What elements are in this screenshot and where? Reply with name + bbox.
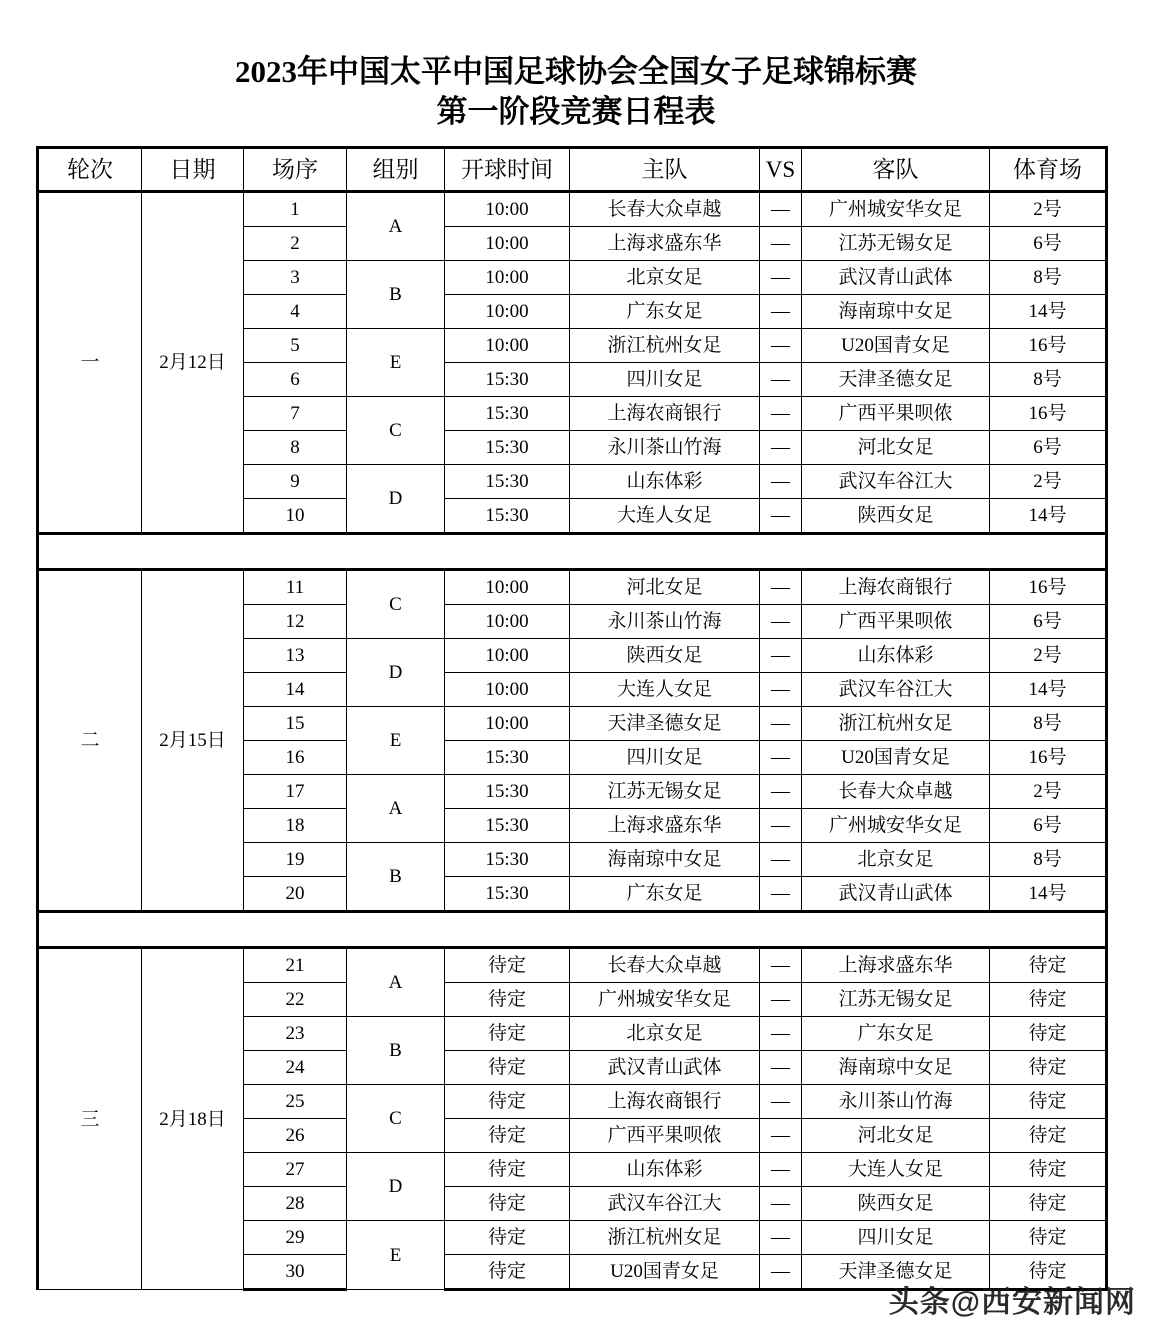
kickoff-cell: 10:00 <box>445 261 570 295</box>
away-team-cell: 武汉青山武体 <box>802 877 990 912</box>
column-header-home: 主队 <box>570 148 760 192</box>
away-team-cell: 天津圣德女足 <box>802 1255 990 1290</box>
home-team-cell: 上海求盛东华 <box>570 809 760 843</box>
vs-cell: — <box>760 1051 802 1085</box>
away-team-cell: 陕西女足 <box>802 1187 990 1221</box>
away-team-cell: 广州城安华女足 <box>802 192 990 227</box>
group-cell: D <box>347 465 445 534</box>
away-team-cell: 北京女足 <box>802 843 990 877</box>
home-team-cell: 长春大众卓越 <box>570 192 760 227</box>
away-team-cell: 山东体彩 <box>802 639 990 673</box>
kickoff-cell: 10:00 <box>445 295 570 329</box>
vs-cell: — <box>760 1119 802 1153</box>
stadium-cell: 14号 <box>990 877 1107 912</box>
stadium-cell: 8号 <box>990 707 1107 741</box>
order-cell: 20 <box>244 877 347 912</box>
home-team-cell: 北京女足 <box>570 1017 760 1051</box>
vs-cell: — <box>760 605 802 639</box>
group-cell: B <box>347 1017 445 1085</box>
table-header-row <box>38 148 1107 192</box>
round-cell: 三 <box>38 948 142 1290</box>
group-cell: C <box>347 570 445 639</box>
home-team-cell: 武汉青山武体 <box>570 1051 760 1085</box>
order-cell: 16 <box>244 741 347 775</box>
order-cell: 18 <box>244 809 347 843</box>
stadium-cell: 6号 <box>990 605 1107 639</box>
home-team-cell: 上海农商银行 <box>570 397 760 431</box>
home-team-cell: 永川茶山竹海 <box>570 605 760 639</box>
kickoff-cell: 10:00 <box>445 227 570 261</box>
kickoff-cell: 待定 <box>445 1119 570 1153</box>
home-team-cell: 山东体彩 <box>570 465 760 499</box>
away-team-cell: 广东女足 <box>802 1017 990 1051</box>
title-line-2: 第一阶段竞赛日程表 <box>436 94 716 129</box>
home-team-cell: 江苏无锡女足 <box>570 775 760 809</box>
kickoff-cell: 15:30 <box>445 363 570 397</box>
kickoff-cell: 待定 <box>445 1085 570 1119</box>
stadium-cell: 待定 <box>990 948 1107 983</box>
stadium-cell: 2号 <box>990 192 1107 227</box>
kickoff-cell: 10:00 <box>445 192 570 227</box>
group-cell: A <box>347 948 445 1017</box>
vs-cell: — <box>760 465 802 499</box>
group-cell: C <box>347 1085 445 1153</box>
vs-cell: — <box>760 673 802 707</box>
home-team-cell: 四川女足 <box>570 741 760 775</box>
home-team-cell: 广东女足 <box>570 877 760 912</box>
kickoff-cell: 15:30 <box>445 741 570 775</box>
group-cell: D <box>347 1153 445 1221</box>
round-separator-row <box>38 534 1107 570</box>
order-cell: 3 <box>244 261 347 295</box>
vs-cell: — <box>760 877 802 912</box>
order-cell: 12 <box>244 605 347 639</box>
home-team-cell: 天津圣德女足 <box>570 707 760 741</box>
stadium-cell: 待定 <box>990 1153 1107 1187</box>
away-team-cell: 广西平果呗侬 <box>802 605 990 639</box>
stadium-cell: 16号 <box>990 397 1107 431</box>
vs-cell: — <box>760 570 802 605</box>
vs-cell: — <box>760 639 802 673</box>
title-line-1: 2023年中国太平中国足球协会全国女子足球锦标赛 <box>235 54 917 89</box>
home-team-cell: 北京女足 <box>570 261 760 295</box>
kickoff-cell: 15:30 <box>445 775 570 809</box>
vs-cell: — <box>760 295 802 329</box>
order-cell: 26 <box>244 1119 347 1153</box>
order-cell: 6 <box>244 363 347 397</box>
page-title <box>0 0 1152 132</box>
vs-cell: — <box>760 227 802 261</box>
home-team-cell: 山东体彩 <box>570 1153 760 1187</box>
schedule-table-wrapper <box>36 146 1105 1291</box>
stadium-cell: 2号 <box>990 775 1107 809</box>
order-cell: 28 <box>244 1187 347 1221</box>
stadium-cell: 8号 <box>990 261 1107 295</box>
away-team-cell: U20国青女足 <box>802 741 990 775</box>
schedule-table <box>36 146 1108 1291</box>
stadium-cell: 2号 <box>990 639 1107 673</box>
stadium-cell: 16号 <box>990 570 1107 605</box>
kickoff-cell: 待定 <box>445 1051 570 1085</box>
column-header-vs: VS <box>760 148 802 192</box>
group-cell: A <box>347 192 445 261</box>
schedule-table-body <box>38 192 1107 1290</box>
order-cell: 25 <box>244 1085 347 1119</box>
vs-cell: — <box>760 843 802 877</box>
away-team-cell: 浙江杭州女足 <box>802 707 990 741</box>
stadium-cell: 2号 <box>990 465 1107 499</box>
order-cell: 9 <box>244 465 347 499</box>
away-team-cell: 上海求盛东华 <box>802 948 990 983</box>
order-cell: 1 <box>244 192 347 227</box>
away-team-cell: 江苏无锡女足 <box>802 983 990 1017</box>
away-team-cell: 永川茶山竹海 <box>802 1085 990 1119</box>
order-cell: 17 <box>244 775 347 809</box>
round-cell: 二 <box>38 570 142 912</box>
group-cell: E <box>347 329 445 397</box>
vs-cell: — <box>760 1017 802 1051</box>
kickoff-cell: 15:30 <box>445 843 570 877</box>
vs-cell: — <box>760 948 802 983</box>
home-team-cell: 长春大众卓越 <box>570 948 760 983</box>
stadium-cell: 待定 <box>990 983 1107 1017</box>
vs-cell: — <box>760 1153 802 1187</box>
order-cell: 2 <box>244 227 347 261</box>
group-cell: C <box>347 397 445 465</box>
kickoff-cell: 10:00 <box>445 639 570 673</box>
kickoff-cell: 15:30 <box>445 397 570 431</box>
home-team-cell: 上海求盛东华 <box>570 227 760 261</box>
watermark-site: 西安新闻网 <box>981 1286 1136 1319</box>
vs-cell: — <box>760 192 802 227</box>
away-team-cell: 四川女足 <box>802 1221 990 1255</box>
vs-cell: — <box>760 431 802 465</box>
date-cell: 2月12日 <box>142 192 244 534</box>
round-cell: 一 <box>38 192 142 534</box>
stadium-cell: 待定 <box>990 1255 1107 1290</box>
order-cell: 30 <box>244 1255 347 1290</box>
kickoff-cell: 15:30 <box>445 809 570 843</box>
stadium-cell: 待定 <box>990 1221 1107 1255</box>
kickoff-cell: 15:30 <box>445 499 570 534</box>
order-cell: 7 <box>244 397 347 431</box>
order-cell: 24 <box>244 1051 347 1085</box>
stadium-cell: 16号 <box>990 329 1107 363</box>
away-team-cell: 海南琼中女足 <box>802 1051 990 1085</box>
away-team-cell: 广西平果呗侬 <box>802 397 990 431</box>
order-cell: 23 <box>244 1017 347 1051</box>
column-header-away: 客队 <box>802 148 990 192</box>
home-team-cell: 广东女足 <box>570 295 760 329</box>
away-team-cell: 海南琼中女足 <box>802 295 990 329</box>
column-header-date: 日期 <box>142 148 244 192</box>
date-cell: 2月15日 <box>142 570 244 912</box>
watermark <box>889 1277 1136 1321</box>
vs-cell: — <box>760 983 802 1017</box>
vs-cell: — <box>760 1187 802 1221</box>
vs-cell: — <box>760 329 802 363</box>
stadium-cell: 8号 <box>990 363 1107 397</box>
stadium-cell: 待定 <box>990 1187 1107 1221</box>
away-team-cell: 大连人女足 <box>802 1153 990 1187</box>
watermark-at: @ <box>950 1286 981 1319</box>
away-team-cell: 江苏无锡女足 <box>802 227 990 261</box>
stadium-cell: 14号 <box>990 295 1107 329</box>
stadium-cell: 待定 <box>990 1017 1107 1051</box>
stadium-cell: 16号 <box>990 741 1107 775</box>
kickoff-cell: 待定 <box>445 1221 570 1255</box>
column-header-group: 组别 <box>347 148 445 192</box>
away-team-cell: 武汉车谷江大 <box>802 465 990 499</box>
kickoff-cell: 10:00 <box>445 707 570 741</box>
order-cell: 29 <box>244 1221 347 1255</box>
kickoff-cell: 待定 <box>445 1187 570 1221</box>
kickoff-cell: 10:00 <box>445 329 570 363</box>
away-team-cell: 天津圣德女足 <box>802 363 990 397</box>
vs-cell: — <box>760 397 802 431</box>
home-team-cell: 广西平果呗侬 <box>570 1119 760 1153</box>
vs-cell: — <box>760 363 802 397</box>
vs-cell: — <box>760 707 802 741</box>
vs-cell: — <box>760 809 802 843</box>
group-cell: E <box>347 707 445 775</box>
stadium-cell: 6号 <box>990 431 1107 465</box>
away-team-cell: U20国青女足 <box>802 329 990 363</box>
kickoff-cell: 15:30 <box>445 431 570 465</box>
table-row <box>38 570 1107 605</box>
watermark-source: 头条 <box>888 1286 951 1319</box>
order-cell: 21 <box>244 948 347 983</box>
away-team-cell: 河北女足 <box>802 1119 990 1153</box>
kickoff-cell: 待定 <box>445 948 570 983</box>
home-team-cell: 大连人女足 <box>570 673 760 707</box>
vs-cell: — <box>760 775 802 809</box>
away-team-cell: 上海农商银行 <box>802 570 990 605</box>
kickoff-cell: 待定 <box>445 1255 570 1290</box>
table-row <box>38 192 1107 227</box>
order-cell: 14 <box>244 673 347 707</box>
away-team-cell: 广州城安华女足 <box>802 809 990 843</box>
stadium-cell: 14号 <box>990 673 1107 707</box>
round-separator-cell <box>38 912 1107 948</box>
order-cell: 11 <box>244 570 347 605</box>
order-cell: 15 <box>244 707 347 741</box>
order-cell: 5 <box>244 329 347 363</box>
vs-cell: — <box>760 1221 802 1255</box>
away-team-cell: 河北女足 <box>802 431 990 465</box>
group-cell: A <box>347 775 445 843</box>
vs-cell: — <box>760 741 802 775</box>
kickoff-cell: 15:30 <box>445 877 570 912</box>
home-team-cell: 广州城安华女足 <box>570 983 760 1017</box>
round-separator-cell <box>38 534 1107 570</box>
kickoff-cell: 10:00 <box>445 673 570 707</box>
kickoff-cell: 待定 <box>445 1153 570 1187</box>
away-team-cell: 长春大众卓越 <box>802 775 990 809</box>
away-team-cell: 武汉青山武体 <box>802 261 990 295</box>
kickoff-cell: 10:00 <box>445 605 570 639</box>
away-team-cell: 陕西女足 <box>802 499 990 534</box>
column-header-kickoff: 开球时间 <box>445 148 570 192</box>
column-header-round: 轮次 <box>38 148 142 192</box>
order-cell: 10 <box>244 499 347 534</box>
home-team-cell: 河北女足 <box>570 570 760 605</box>
home-team-cell: 武汉车谷江大 <box>570 1187 760 1221</box>
kickoff-cell: 待定 <box>445 983 570 1017</box>
order-cell: 8 <box>244 431 347 465</box>
group-cell: D <box>347 639 445 707</box>
home-team-cell: 上海农商银行 <box>570 1085 760 1119</box>
group-cell: B <box>347 843 445 912</box>
home-team-cell: 大连人女足 <box>570 499 760 534</box>
order-cell: 27 <box>244 1153 347 1187</box>
vs-cell: — <box>760 261 802 295</box>
home-team-cell: 浙江杭州女足 <box>570 1221 760 1255</box>
home-team-cell: U20国青女足 <box>570 1255 760 1290</box>
home-team-cell: 四川女足 <box>570 363 760 397</box>
column-header-stadium: 体育场 <box>990 148 1107 192</box>
vs-cell: — <box>760 1085 802 1119</box>
stadium-cell: 14号 <box>990 499 1107 534</box>
order-cell: 19 <box>244 843 347 877</box>
stadium-cell: 8号 <box>990 843 1107 877</box>
order-cell: 22 <box>244 983 347 1017</box>
column-header-order: 场序 <box>244 148 347 192</box>
order-cell: 13 <box>244 639 347 673</box>
kickoff-cell: 10:00 <box>445 570 570 605</box>
home-team-cell: 海南琼中女足 <box>570 843 760 877</box>
away-team-cell: 武汉车谷江大 <box>802 673 990 707</box>
home-team-cell: 永川茶山竹海 <box>570 431 760 465</box>
group-cell: B <box>347 261 445 329</box>
stadium-cell: 待定 <box>990 1085 1107 1119</box>
kickoff-cell: 待定 <box>445 1017 570 1051</box>
date-cell: 2月18日 <box>142 948 244 1290</box>
kickoff-cell: 15:30 <box>445 465 570 499</box>
vs-cell: — <box>760 499 802 534</box>
round-separator-row <box>38 912 1107 948</box>
vs-cell: — <box>760 1255 802 1290</box>
stadium-cell: 6号 <box>990 227 1107 261</box>
table-row <box>38 948 1107 983</box>
home-team-cell: 浙江杭州女足 <box>570 329 760 363</box>
order-cell: 4 <box>244 295 347 329</box>
group-cell: E <box>347 1221 445 1290</box>
home-team-cell: 陕西女足 <box>570 639 760 673</box>
stadium-cell: 6号 <box>990 809 1107 843</box>
stadium-cell: 待定 <box>990 1119 1107 1153</box>
stadium-cell: 待定 <box>990 1051 1107 1085</box>
